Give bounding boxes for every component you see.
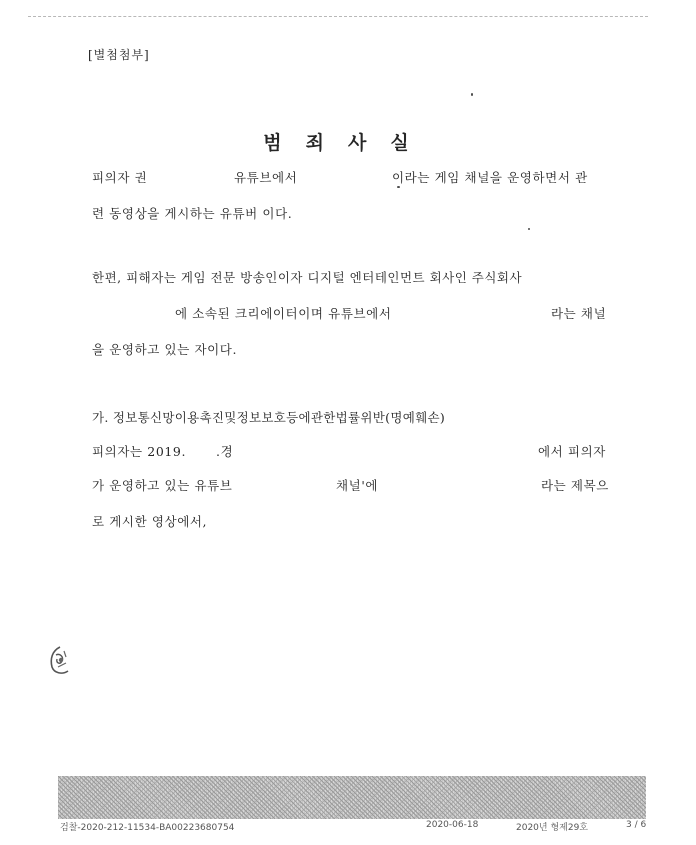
p1-line1-a: 피의자 권	[92, 170, 148, 185]
security-pattern-band	[58, 776, 646, 819]
p2-line1: 한편, 피해자는 게임 전문 방송인이자 디지털 엔터테인먼트 회사인 주식회사	[92, 270, 523, 285]
scan-edge-line	[28, 16, 648, 17]
footer-date: 2020-06-18	[426, 820, 479, 830]
p2-line3: 을 운영하고 있는 자이다.	[92, 342, 238, 357]
footer-page-number: 3 / 6	[626, 820, 647, 830]
seal-stamp-mark	[46, 645, 74, 677]
attachment-label: [별첨첨부]	[88, 48, 150, 62]
footer-doc-id: 검찰-2020-212-11534-BA00223680754	[60, 823, 235, 833]
scan-speck	[397, 186, 400, 188]
document-title: 범죄사실	[263, 132, 433, 154]
p2-line2-b: 라는 채널	[551, 306, 607, 321]
section-ga-line2-a: 가 운영하고 있는 유튜브	[92, 478, 233, 493]
p1-line1-c: 이라는 게임 채널을 운영하면서 관	[392, 170, 588, 185]
section-ga-line1-c: 에서 피의자	[538, 444, 606, 459]
section-ga-line3: 로 게시한 영상에서,	[92, 514, 208, 529]
footer-case-number: 2020년 형제29호	[516, 823, 588, 833]
section-ga-line1-b: .경	[216, 444, 234, 459]
p1-line2: 련 동영상을 게시하는 유튜버 이다.	[92, 206, 293, 221]
scan-speck	[528, 228, 530, 230]
p2-line2-a: 에 소속된 크리에이터이며 유튜브에서	[175, 306, 392, 321]
section-ga-line2-c: 라는 제목으	[541, 478, 609, 493]
p1-line1-b: 유튜브에서	[234, 170, 298, 185]
scan-speck	[471, 93, 473, 96]
section-ga-heading: 가. 정보통신망이용촉진및정보보호등에관한법률위반(명예훼손)	[92, 410, 446, 425]
section-ga-line1-a: 피의자는 2019.	[92, 444, 187, 459]
section-ga-line2-b: 채널'에	[336, 478, 379, 493]
